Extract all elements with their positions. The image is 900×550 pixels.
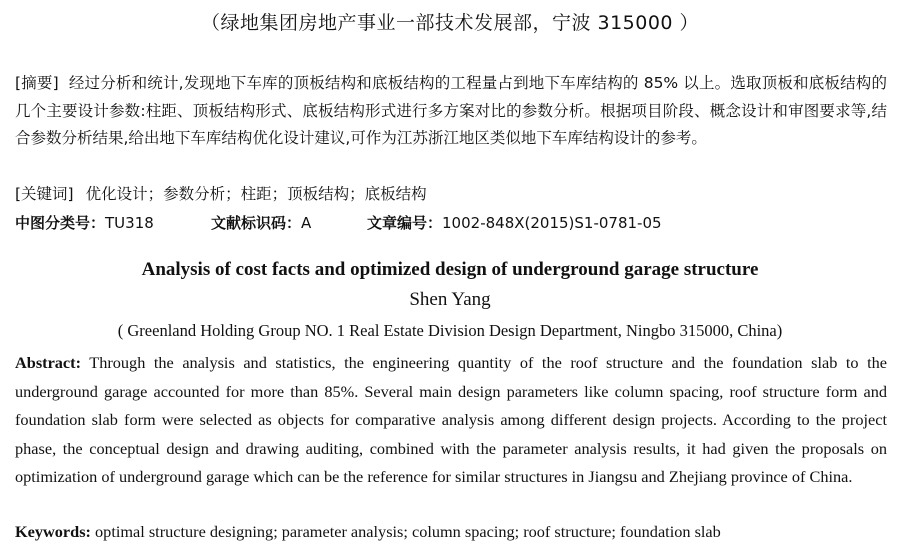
chinese-keywords	[15, 182, 427, 204]
document-code-label: 文献标识码：	[211, 214, 302, 232]
english-abstract-text: Through the analysis and statistics, the engineering quantity of the roof structure and the foundation slab to the underground garage accounted for more than 85%. Several main design parameters like column spacing, roof structure form and foundation slab form were selected as objects for comparative analysis among different design projects. According to the project phase, the conceptual design and drawing auditing, combined with the parameter analysis results, it had given the proposals on optimization of underground garage which can be the reference for similar structures in Jiangsu and Zhejiang province of China.	[15, 353, 887, 487]
english-abstract	[15, 349, 887, 492]
chinese-affiliation: （绿地集团房地产事业一部技术发展部，宁波 315000 ）	[200, 12, 700, 34]
clc-label: 中图分类号：	[15, 214, 106, 232]
clc-value: TU318	[105, 214, 154, 232]
english-affiliation: ( Greenland Holding Group NO. 1 Real Estate Division Design Department, Ningbo 315000, China)	[117, 321, 783, 340]
document-code-value: A	[301, 214, 312, 232]
chinese-abstract-text: 经过分析和统计,发现地下车库的顶板结构和底板结构的工程量占到地下车库结构的 85% 以上。选取顶板和底板结构的几个主要设计参数:柱距、顶板结构形式、底板结构形式进行多方案对比的参数分析。根据项目阶段、概念设计和审图要求等,结合参数分析结果,给出地下车库结构优化设计建议,可作为江苏浙江地区类似地下车库结构设计的参考。	[15, 74, 887, 147]
chinese-abstract	[15, 70, 887, 153]
clc-number	[15, 212, 211, 233]
english-keywords	[15, 522, 721, 542]
classification-row	[15, 212, 662, 233]
english-abstract-label: Abstract:	[15, 353, 82, 372]
article-number	[367, 212, 662, 233]
english-keywords-text: optimal structure designing; parameter analysis; column spacing; roof structure; foundation slab	[90, 522, 721, 541]
english-title: Analysis of cost facts and optimized design of underground garage structure	[141, 259, 759, 280]
chinese-abstract-label: [摘要]	[15, 74, 59, 92]
article-number-value: 1002-848X(2015)S1-0781-05	[442, 214, 662, 232]
english-author: Shen Yang	[409, 289, 491, 310]
article-number-label: 文章编号：	[367, 214, 443, 232]
chinese-keywords-text: 优化设计；参数分析；柱距；顶板结构；底板结构	[85, 185, 427, 203]
chinese-keywords-label: [关键词]	[15, 185, 74, 203]
document-code	[211, 212, 367, 233]
english-keywords-label: Keywords:	[15, 522, 91, 541]
